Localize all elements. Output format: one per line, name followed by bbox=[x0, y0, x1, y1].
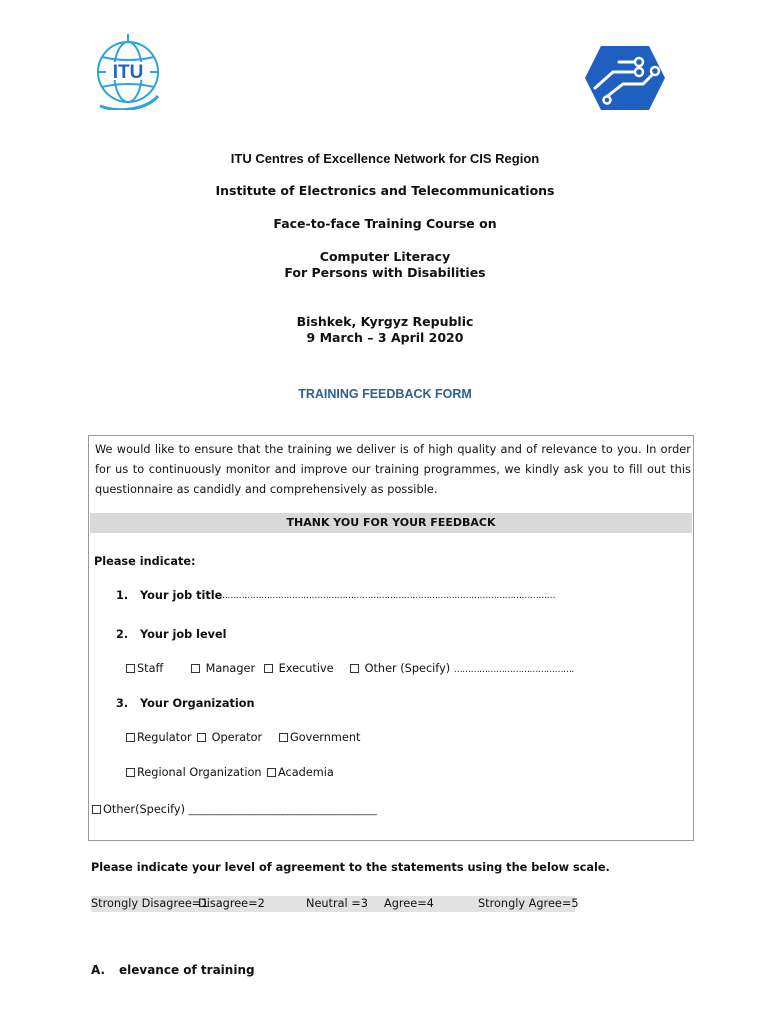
other-org-input[interactable]: ________________________________________ bbox=[188, 805, 377, 816]
regulator-option[interactable] bbox=[126, 730, 192, 746]
regulator-label: Regulator bbox=[137, 731, 192, 744]
other-level-checkbox[interactable] bbox=[350, 664, 359, 673]
executive-checkbox[interactable] bbox=[264, 664, 273, 673]
network-title: ITU Centres of Excellence Network for CIS Region bbox=[230, 151, 540, 166]
regional-label: Regional Organization bbox=[137, 766, 262, 779]
itu-logo bbox=[92, 30, 164, 110]
section-a-letter: A. bbox=[91, 963, 106, 977]
please-indicate-label: Please indicate: bbox=[94, 555, 196, 568]
other-org-checkbox[interactable] bbox=[92, 805, 101, 814]
other-org-label: Other(Specify) bbox=[103, 803, 185, 816]
government-option[interactable] bbox=[279, 730, 360, 746]
q2-number: 2. bbox=[116, 628, 129, 641]
manager-label: Manager bbox=[205, 662, 256, 675]
scale-disagree: Disagree=2 bbox=[198, 897, 265, 910]
manager-option[interactable] bbox=[191, 661, 255, 677]
operator-checkbox[interactable] bbox=[197, 733, 206, 742]
scale-agree: Agree=4 bbox=[384, 897, 434, 910]
course-name-line1: Computer Literacy bbox=[319, 249, 451, 264]
staff-option[interactable] bbox=[126, 661, 163, 677]
regional-checkbox[interactable] bbox=[126, 768, 135, 777]
academia-option[interactable] bbox=[267, 765, 334, 781]
scale-instruction: Please indicate your level of agreement to the statements using the below scale. bbox=[91, 861, 610, 874]
operator-option[interactable] bbox=[197, 730, 262, 746]
scale-strongly-agree: Strongly Agree=5 bbox=[478, 897, 579, 910]
scale-neutral: Neutral =3 bbox=[306, 897, 368, 910]
manager-checkbox[interactable] bbox=[191, 664, 200, 673]
q3-label: Your Organization bbox=[140, 697, 255, 710]
q3-number: 3. bbox=[116, 697, 129, 710]
course-type: Face-to-face Training Course on bbox=[273, 216, 497, 231]
other-level-input[interactable]: ……………………………………. bbox=[453, 665, 574, 675]
iet-logo bbox=[583, 44, 667, 112]
q1-number: 1. bbox=[116, 589, 129, 602]
staff-checkbox[interactable] bbox=[126, 664, 135, 673]
academia-checkbox[interactable] bbox=[267, 768, 276, 777]
government-checkbox[interactable] bbox=[279, 733, 288, 742]
operator-label: Operator bbox=[211, 731, 263, 744]
course-dates: 9 March – 3 April 2020 bbox=[306, 330, 464, 345]
course-location: Bishkek, Kyrgyz Republic bbox=[296, 314, 474, 329]
feedback-form-box bbox=[88, 435, 694, 841]
government-label: Government bbox=[290, 731, 361, 744]
q2-label: Your job level bbox=[140, 628, 227, 641]
executive-label: Executive bbox=[278, 662, 334, 675]
executive-option[interactable] bbox=[264, 661, 334, 677]
section-a-title: elevance of training bbox=[119, 963, 255, 977]
staff-label: Staff bbox=[137, 662, 164, 675]
course-name-line2: For Persons with Disabilities bbox=[284, 265, 486, 280]
q1-label: Your job title bbox=[140, 589, 223, 602]
other-level-label: Other (Specify) bbox=[364, 662, 451, 675]
scale-strongly-disagree: Strongly Disagree=1 bbox=[91, 897, 209, 910]
regional-option[interactable] bbox=[126, 765, 262, 781]
intro-text: We would like to ensure that the training we deliver is of high quality and of relevance to you. In order for us to continuously monitor and improve our training programmes, we kindly ask you to fill out this questionnaire as candidly and comprehensively as possible. bbox=[95, 443, 691, 496]
form-title: TRAINING FEEDBACK FORM bbox=[298, 387, 472, 401]
institute-title: Institute of Electronics and Telecommunications bbox=[215, 183, 555, 198]
itu-logo-text: ITU bbox=[112, 62, 144, 83]
academia-label: Academia bbox=[278, 766, 334, 779]
thanks-banner: THANK YOU FOR YOUR FEEDBACK bbox=[90, 513, 692, 533]
job-title-input[interactable]: ………………………………………………………………………………………………………… bbox=[219, 591, 556, 601]
other-org-option[interactable] bbox=[92, 802, 377, 819]
regulator-checkbox[interactable] bbox=[126, 733, 135, 742]
other-level-option[interactable] bbox=[350, 661, 574, 678]
